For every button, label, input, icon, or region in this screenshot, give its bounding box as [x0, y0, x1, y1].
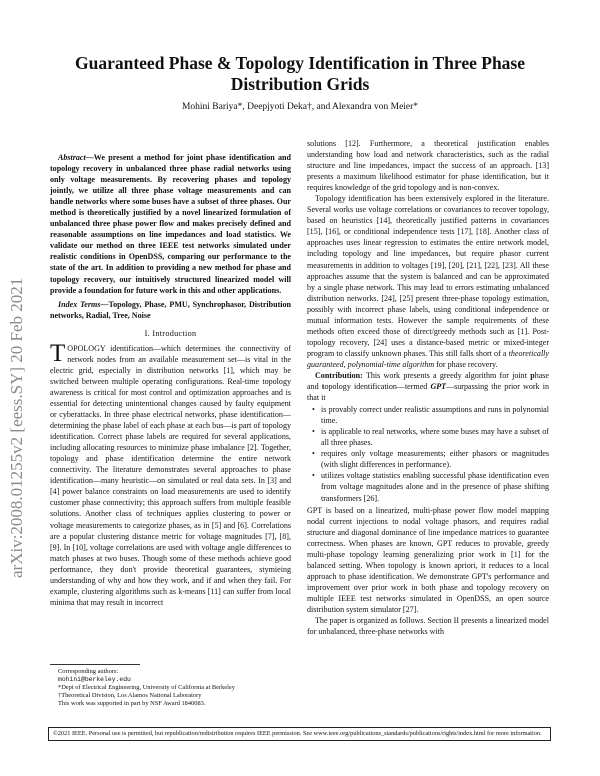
- list-item: • requires only voltage measurements; either phasors or magnitudes (with slight differences in performance).: [321, 448, 549, 470]
- abstract-text: —We present a method for joint phase identification and topology recovery in unbalanced three phase radial networks using only voltage measurements. By recovering phases and topology jointly, we utilize all three phase voltage measurements and can handle networks where some buses have a subset of three phases. Our method is theoretically justified by a novel linearized formulation of unbalanced three phase power flow and makes precisely defined and reasonable assumptions on line impedances and load statistics. We validate our method on three IEEE test networks simulated under realistic conditions in OpenDSS, comparing our performance to the state of the art. In addition to providing a new method for phase and topology recovery, our intuitively structured linearized model will provide a foundation for future work in this and other applications.: [50, 153, 291, 295]
- right-paragraph-5: The paper is organized as follows. Section II presents a linearized model for unbalanced, three-phase networks with: [307, 616, 549, 637]
- index-terms-label: Index Terms: [58, 299, 101, 309]
- footnotes: [50, 664, 291, 708]
- right-column: [307, 138, 549, 712]
- contribution-list: [307, 404, 549, 503]
- list-item: • is applicable to real networks, where some buses may have a subset of all three phases.: [321, 426, 549, 448]
- abstract-label: Abstract: [58, 153, 86, 162]
- title-line-2: Distribution Grids: [230, 74, 370, 94]
- list-item: • utilizes voltage statistics enabling successful phase identification even from voltage magnitudes alone and in the presence of phase shifting transformers [26].: [321, 470, 549, 503]
- contribution-text-d: —surpassing the prior work in that it: [307, 382, 549, 403]
- contribution-g: p: [530, 370, 535, 380]
- paper-title: [40, 53, 560, 95]
- footnote-affiliation-1: *Dept of Electrical Engineering, University of California at Berkeley: [58, 684, 235, 691]
- section-heading: I. Introduction: [144, 328, 197, 338]
- intro-paragraph: [50, 339, 291, 608]
- copyright-notice: ©2021 IEEE. Personal use is permitted, but republication/redistribution requires IEEE permission. See www.ieee.org/publications_standards/publications/rights/index.html for more information.: [48, 727, 551, 741]
- intro-text: OPOLOGY identification—which determines the connectivity of network nodes from an available measurement set—is vital in the electric grid, especially in distribution networks [1], which may be switched between multiple operating configurations. Real-time topology awareness is critical for most control and optimization approaches and is essential for detecting unintentional changes caused by faulty equipment or cyberattacks. In three phase electrical networks, phase identification—determining the phase label of each phase at each bus—is part of topology identification. Correct phase labels are required for several applications, including allocating resources to minimize phase imbalance [2]. Together, topology and phase identification determine the entire network connectivity. The literature demonstrates several approaches to phase identification—many heuristic—on simulated or real data sets. In [3] and [4] power balance constraints on load measurements are used to identify customer phase connectivity; this approach suffers from multiple feasible solutions. Another class of techniques applies clustering to power or voltage measurements to categorize phases, as in [5] and [6]. Correlations are a popular clustering distance metric for voltage magnitudes [7], [8], [9]. In [10], voltage correlations are used with voltage angle differences to match phases at two buses. Though some of these methods achieve good performance, they don't provide theoretical guarantees, stymieing understanding of why and how they work, and if and when they fail. For example, clustering algorithms such as k-means [11] can suffer from local minima that may result in incorrect: [50, 343, 291, 607]
- left-column: [50, 152, 291, 712]
- email-link[interactable]: mohini@berkeley.edu: [58, 676, 131, 683]
- contribution-t: t: [321, 382, 325, 392]
- gpt-name: GPT: [430, 382, 447, 392]
- index-terms: [50, 299, 291, 321]
- contribution-text-c: opology identification—termed: [324, 382, 431, 392]
- right-paragraph-2: [307, 193, 549, 370]
- contribution-text-b: hase and: [307, 370, 549, 392]
- right-paragraph-2-text: Topology identification has been extensively explored in the literature. Several works use voltage correlations or covariances to recover topology, based on heuristics [14], theoretically justified patterns in covariances [15], [16], or conditional independence tests [17], [18]. Another class of approaches uses linear regression to estimates the entire network model, including topology and line impedances, but require phasor current measurements in addition to voltages [19], [20], [21], [22], [23]. All these approaches assume that the system is balanced and can be approximated by a single phase network. This may lead to errors estimating unbalanced distribution networks. [24], [25] present three-phase topology estimation, possibly with incorrect phase labels, using conditional independence or mutual information tests. However the sample requirements of these methods often exceed those of direct/greedy methods such as [1]. Post-topology recovery, [24] uses a distance-based metric or mixed-integer program to classify unknown phases. This still falls short of a: [307, 194, 549, 358]
- right-paragraph-4: GPT is based on a linearized, multi-phase power flow model mapping nodal current injections to nodal voltage phasors, and requires radial structure and diagonal dominance of line impedance matrices to guarantee correctness. When phases are known, GPT reduces to provable, greedy multi-phase topology learning generalizing prior work in [1] for the balanced setting. When topology is known apriori, it reduces to a local approach to phase identification. We demonstrate GPT's performance and improvement over prior work in both phase and topology recovery on multiple IEEE test networks simulated in OpenDSS, an open source distribution system simulator [27].: [307, 505, 549, 614]
- contribution-paragraph: [307, 370, 549, 403]
- right-paragraph-2-end: for phase recovery.: [434, 359, 498, 369]
- index-terms-text: —Topology, Phase, PMU, Synchrophasor, Distribution networks, Radial, Tree, Noise: [50, 299, 291, 320]
- list-item: • is provably correct under realistic assumptions and runs in polynomial time.: [321, 404, 549, 426]
- title-line-1: Guaranteed Phase & Topology Identification in Three Phase: [74, 53, 526, 73]
- arxiv-stamp: [6, 160, 26, 580]
- drop-cap: T: [50, 339, 66, 367]
- footnote-rule: [50, 664, 140, 665]
- contribution-label: Contribution:: [315, 370, 363, 380]
- abstract: [50, 152, 291, 296]
- guaranteed-emphasis: theoretically guaranteed, polynomial-time algorithm: [307, 348, 549, 369]
- footnote-funding: This work was supported in part by NSF Award 1840083.: [58, 700, 206, 707]
- arxiv-stamp-text: arXiv:2008.01255v2 [eess.SY] 20 Feb 2021: [7, 277, 26, 578]
- corresponding-label: Corresponding authors:: [58, 668, 119, 675]
- contribution-text-a: This work presents a greedy algorithm for joint: [362, 370, 531, 380]
- right-paragraph-1: solutions [12]. Furthermore, a theoretical justification enables understanding how load and network characteristics, such as the radial structure and line impedances, impact the success of an approach. [13] presents a maximum likelihood estimator for phase identification, but it requires knowledge of the grid topology and is non-convex.: [307, 139, 549, 193]
- footnote-affiliation-2: †Theoretical Division, Los Alamos National Laboratory: [58, 692, 202, 699]
- author-list: Mohini Bariya*, Deepjyoti Deka†, and Alexandra von Meier*: [181, 102, 419, 112]
